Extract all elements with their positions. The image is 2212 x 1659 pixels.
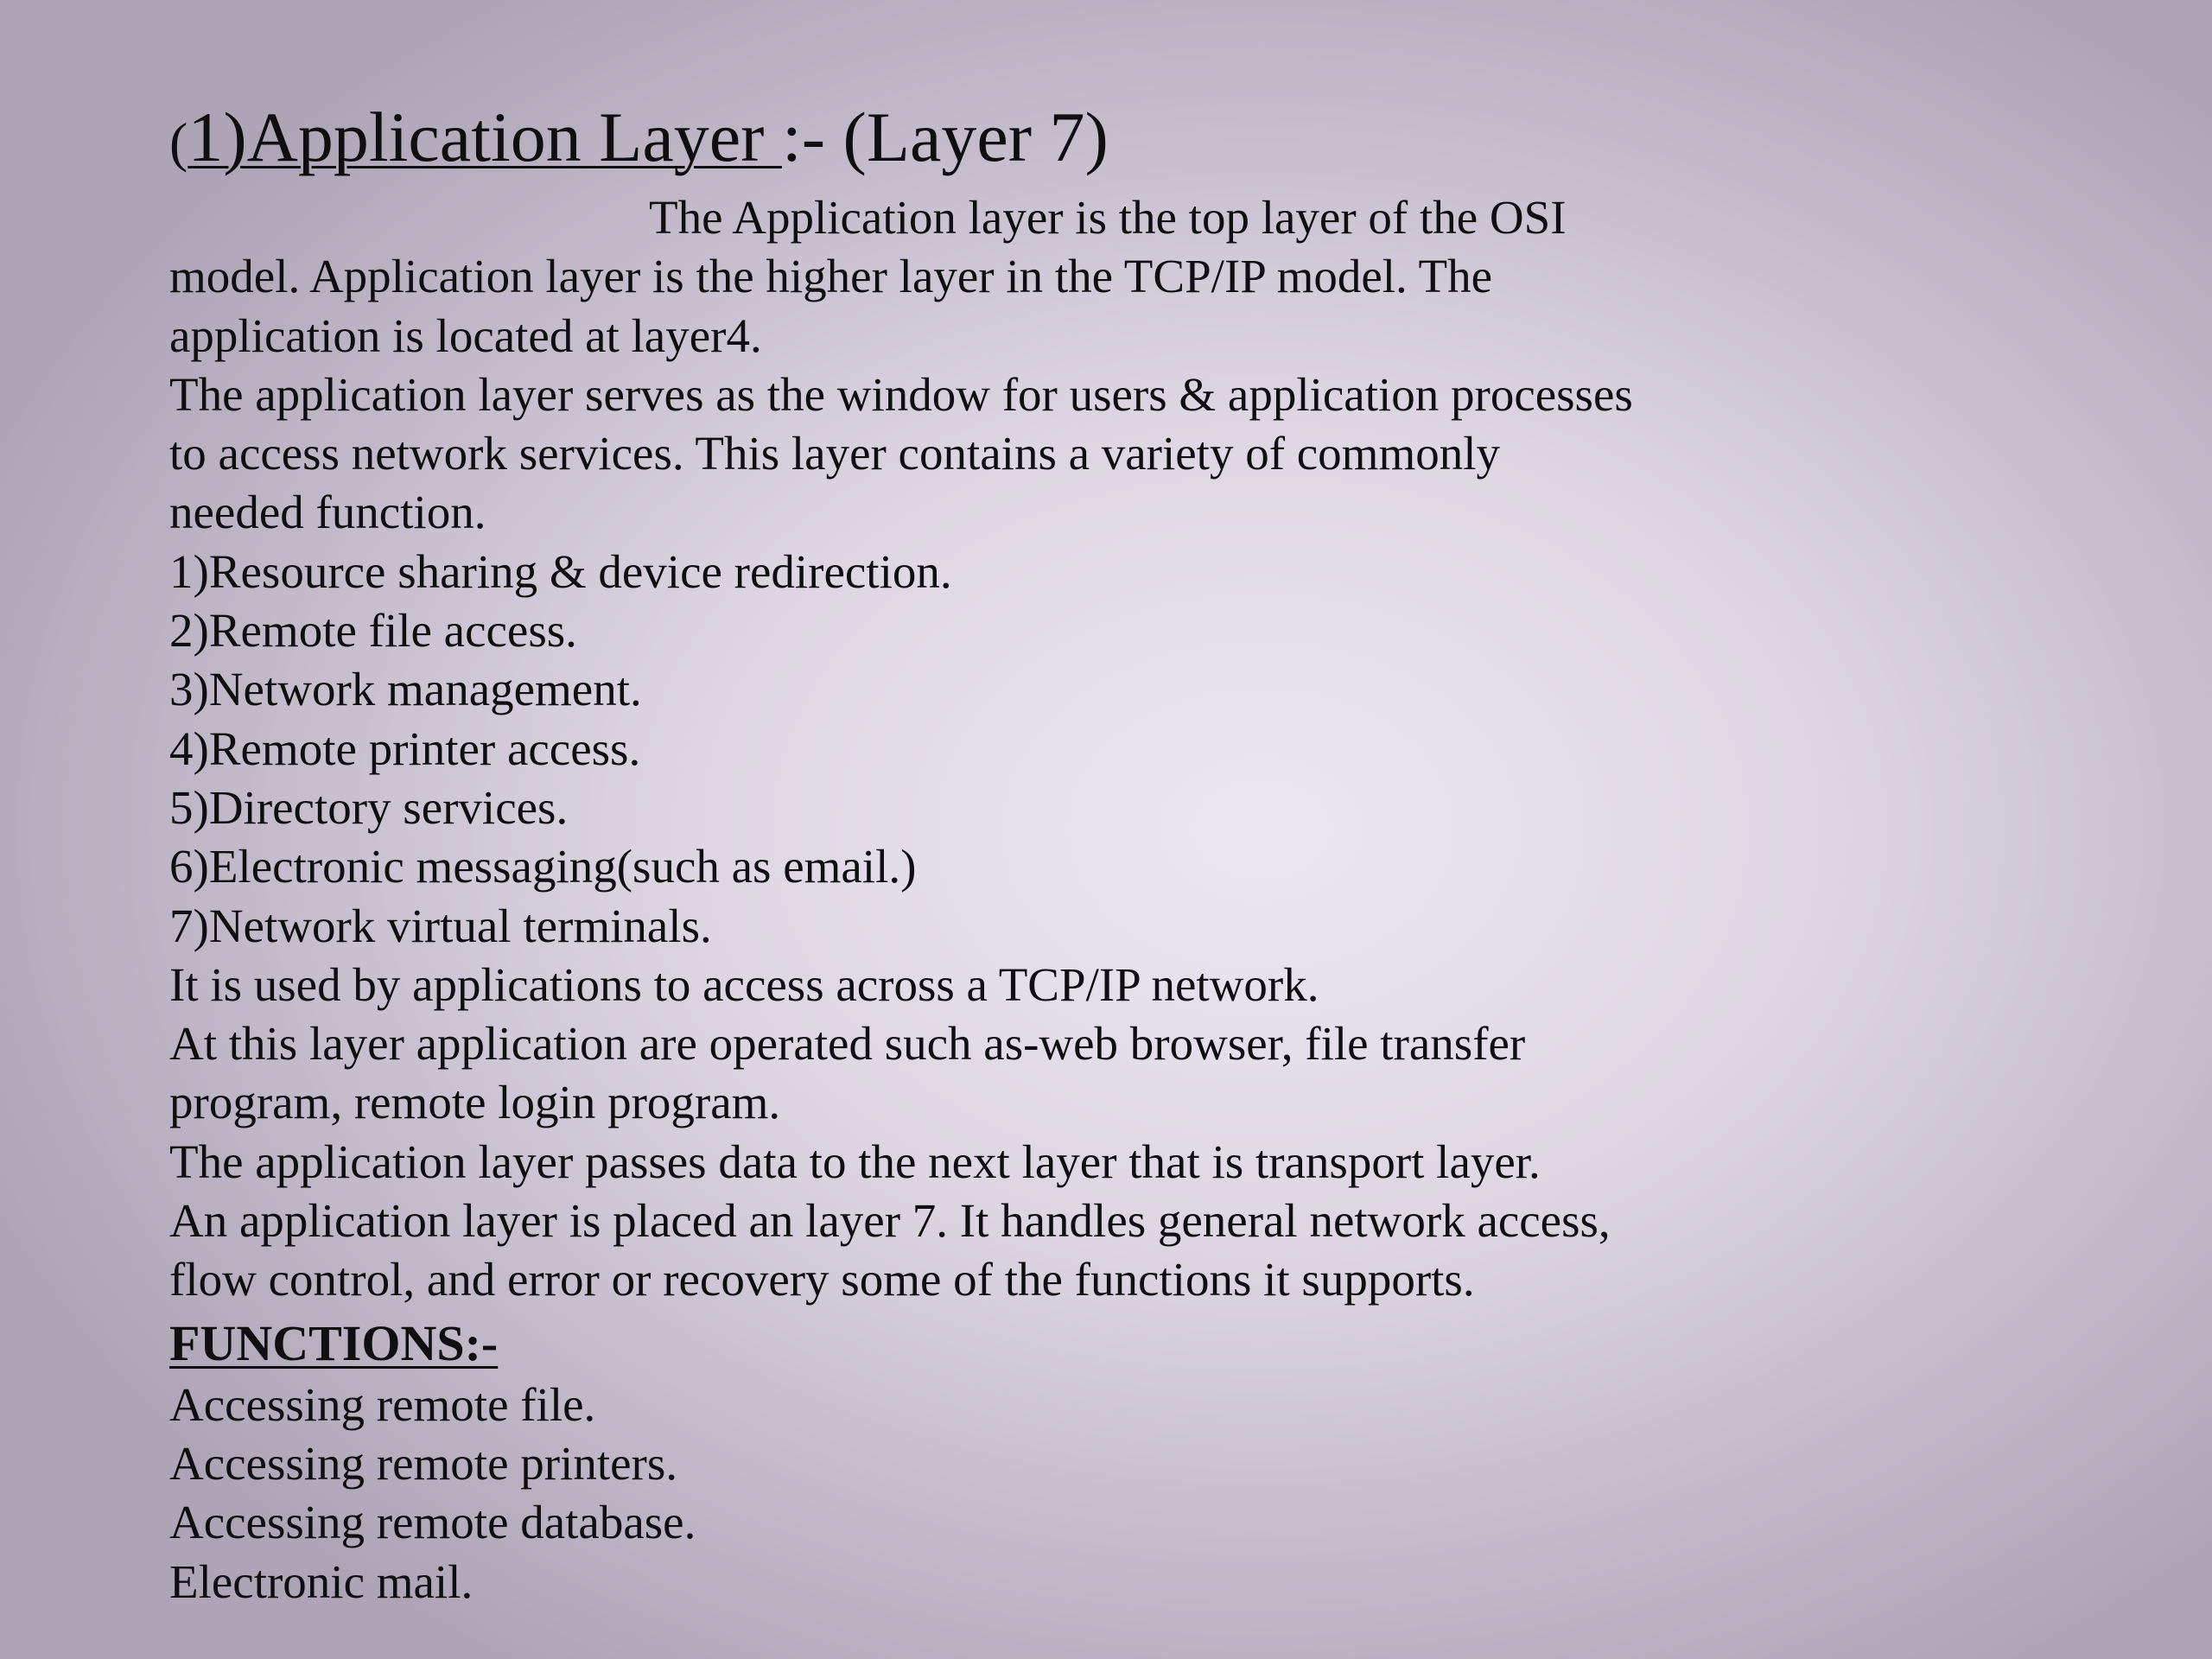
function-item: Accessing remote printers. bbox=[169, 1436, 678, 1490]
detail-line: The application layer passes data to the next layer that is transport layer. bbox=[169, 1135, 1541, 1188]
function-item: Accessing remote file. bbox=[169, 1377, 596, 1431]
detail-line: flow control, and error or recovery some of the functions it supports. bbox=[169, 1253, 1475, 1306]
window-line: needed function. bbox=[169, 486, 486, 539]
slide-title bbox=[169, 95, 2105, 180]
detail-line: It is used by applications to access across a TCP/IP network. bbox=[169, 957, 1319, 1011]
numbered-list-item: 3)Network management. bbox=[169, 663, 642, 716]
title-layer-number: :- (Layer 7) bbox=[781, 98, 1109, 176]
slide-content bbox=[169, 95, 2105, 1611]
functions-heading: FUNCTIONS:- bbox=[169, 1314, 499, 1371]
intro-line: application is located at layer4. bbox=[169, 308, 762, 362]
detail-line: An application layer is placed an layer 7. It handles general network access, bbox=[169, 1194, 1611, 1248]
detail-line: program, remote login program. bbox=[169, 1076, 781, 1129]
slide-body bbox=[169, 188, 2105, 1611]
numbered-list-item: 2)Remote file access. bbox=[169, 604, 577, 658]
intro-line: model. Application layer is the higher layer in the TCP/IP model. The bbox=[169, 250, 1493, 303]
window-line: The application layer serves as the window for users & application processes bbox=[169, 367, 1633, 421]
numbered-list-item: 4)Remote printer access. bbox=[169, 721, 641, 775]
numbered-list-item: 7)Network virtual terminals. bbox=[169, 899, 712, 952]
numbered-list-item: 6)Electronic messaging(such as email.) bbox=[169, 840, 917, 893]
detail-line: At this layer application are operated such as-web browser, file transfer bbox=[169, 1017, 1526, 1071]
title-open-paren: ( bbox=[169, 111, 188, 173]
intro-line: The Application layer is the top layer of the OSI bbox=[649, 191, 1567, 244]
numbered-list-item: 5)Directory services. bbox=[169, 780, 569, 834]
title-underlined-text: 1)Application Layer bbox=[188, 98, 782, 176]
window-line: to access network services. This layer contains a variety of commonly bbox=[169, 427, 1501, 480]
function-item: Electronic mail. bbox=[169, 1554, 474, 1608]
function-item: Accessing remote database. bbox=[169, 1496, 696, 1549]
numbered-list-item: 1)Resource sharing & device redirection. bbox=[169, 544, 952, 598]
